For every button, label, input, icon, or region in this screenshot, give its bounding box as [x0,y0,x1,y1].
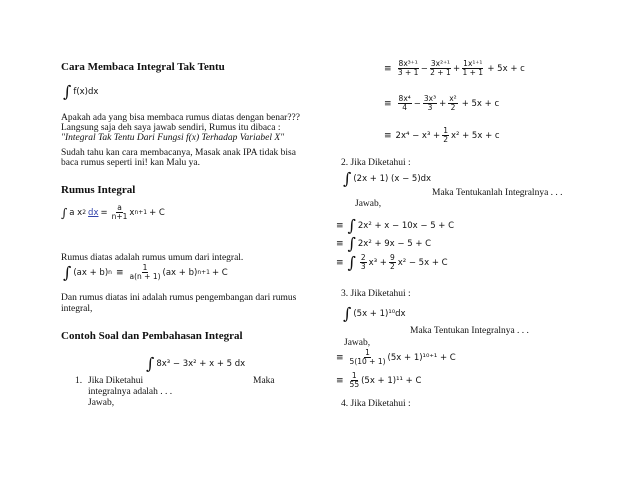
fraction-denominator: 4 [402,103,408,112]
paragraph-line: Jawab, [344,338,371,348]
solution-2-step-1 [336,218,454,234]
integral-sign-icon: ∫ [343,304,352,323]
formula-text: x³ + [368,257,387,268]
fraction-numerator: 8x⁴ [398,94,411,103]
minus-sign: − [413,98,421,109]
fraction-denominator: a(n + 1) [129,272,161,281]
fraction [389,254,396,271]
question-3-label: 3. Jika Diketahui : [341,289,411,299]
solution-1-step-1 [384,60,525,77]
fraction-numerator: 9 [389,253,395,262]
formula-soal-1 [146,356,245,372]
equiv-sign: ≡ [336,239,344,249]
plus-sign: + [453,63,461,74]
formula-text: (5x + 1)¹¹ + C [361,375,422,386]
formula-text: 2x² + 9x − 5 + C [357,239,432,249]
paragraph-line: Jawab, [88,398,115,408]
fraction [430,60,451,77]
formula-text: (ax + b) [73,267,109,278]
fraction [448,95,457,112]
fraction [112,204,128,221]
fraction [130,264,161,281]
formula-exponent: n [108,269,112,276]
formula-rumus-umum [61,204,165,221]
fraction [398,95,412,112]
paragraph-line: Apakah ada yang bisa membaca rumus diatas dengan benar??? [61,113,300,123]
formula-text: + 5x + c [487,63,525,74]
integral-sign-icon: ∫ [347,252,356,272]
paragraph-line: Dan rumus diatas ini adalah rumus pengembangan dari rumus [61,293,297,303]
question-2-label: 2. Jika Diketahui : [341,158,411,168]
paragraph-line: Rumus diatas adalah rumus umum dari integral. [61,253,244,263]
fraction-denominator: 2 + 1 [430,68,451,77]
fraction [360,254,367,271]
formula-rumus-pengembangan [63,264,228,281]
formula-constant: + C [149,207,165,218]
fraction-numerator: 3x³ [423,94,437,103]
formula-text: (5x + 1)¹⁰dx [353,309,406,319]
paragraph-line: integral, [61,304,93,314]
formula-text: x [129,207,135,218]
formula-constant: + C [211,267,228,278]
fraction [350,372,360,389]
section-title-cara-membaca: Cara Membaca Integral Tak Tentu [61,61,225,73]
integral-sign-icon: ∫ [63,262,72,282]
equiv-sign: ≡ [336,352,344,363]
paragraph-line: Maka [253,376,275,386]
list-number: 1. [75,376,83,386]
fraction-denominator: 55 [349,380,360,389]
fraction-numerator: 2 [360,253,366,262]
paragraph-line: Maka Tentukanlah Integralnya . . . [432,188,563,198]
integral-sign-icon: ∫ [347,234,356,253]
formula-text: 2x² + x − 10x − 5 + C [357,221,455,231]
integral-sign-icon: ∫ [63,82,72,101]
formula-exponent: n+1 [197,269,210,276]
section-title-contoh-soal: Contoh Soal dan Pembahasan Integral [61,330,243,342]
formula-text: (ax + b) [162,267,198,278]
paragraph-line: Jika Diketahui [88,376,144,386]
formula-exponent: 2 [82,209,87,216]
paragraph-line: integralnya adalah . . . [88,387,173,397]
paragraph-line: Maka Tentukan Integralnya . . . [410,326,529,336]
solution-1-step-2 [384,95,499,112]
formula-text: a x [69,207,83,218]
formula-text: x² + 5x + c [450,130,500,141]
fraction-denominator: 2 [450,103,456,112]
equals-sign: = [100,207,108,218]
fraction [398,60,419,77]
fraction-numerator: 1 [142,263,148,272]
equiv-sign: ≡ [384,130,392,141]
fraction [442,127,449,144]
equiv-sign: ≡ [115,267,124,278]
paragraph-line: "Integral Tak Tentu Dari Fungsi f(x) Terhadap Variabel X" [61,133,285,143]
formula-text: f(x)dx [73,87,99,97]
fraction-numerator: a [117,203,122,212]
fraction-denominator: 3 [427,103,433,112]
integral-sign-icon: ∫ [343,169,352,188]
fraction-numerator: 3x²⁺¹ [430,59,451,68]
equiv-sign: ≡ [336,221,344,231]
formula-soal-2 [343,171,431,187]
section-title-rumus-integral: Rumus Integral [61,184,136,196]
plus-sign: + [439,98,447,109]
fraction [462,60,483,77]
formula-integral-fx [63,84,98,100]
fraction-denominator: 3 + 1 [397,68,419,77]
fraction-denominator: 2 [443,135,448,144]
equiv-sign: ≡ [336,257,344,268]
fraction-numerator: 1x¹⁺¹ [463,59,483,68]
formula-text: x² − 5x + C [397,257,448,268]
equiv-sign: ≡ [336,375,344,386]
paragraph-line: Jawab, [355,199,382,209]
solution-1-step-3 [384,127,500,144]
paragraph-line: baca rumus seperti ini! kan Malu ya. [61,158,201,168]
formula-soal-3 [343,306,406,322]
fraction [350,349,386,366]
paragraph-line: Langsung saja deh saya jawab sendiri, Rumus itu dibaca : [61,123,281,133]
formula-text: 8x³ − 3x² + x + 5 dx [156,359,246,369]
minus-sign: − [420,63,428,74]
solution-2-step-2 [336,236,431,252]
fraction-denominator: n+1 [111,212,128,221]
formula-text: (5x + 1)¹⁰⁺¹ + C [387,352,456,363]
question-4-label: 4. Jika Diketahui : [341,399,411,409]
formula-text: (2x + 1) (x − 5)dx [353,174,432,184]
integral-sign-icon: ∫ [146,354,155,373]
integral-sign-icon: ∫ [347,216,356,235]
solution-3-step-1 [336,349,456,366]
formula-text: + 5x + c [461,98,500,109]
fraction-numerator: x² [449,94,457,103]
fraction-denominator: 3 [360,262,366,271]
equiv-sign: ≡ [384,63,392,74]
fraction-numerator: 1 [443,126,448,135]
solution-3-step-2 [336,372,421,389]
paragraph-line: Sudah tahu kan cara membacanya, Masak anak IPA tidak bisa [61,148,296,158]
integral-sign-icon: ∫ [61,205,68,220]
fraction-denominator: 2 [389,262,395,271]
equiv-sign: ≡ [384,98,392,109]
fraction-numerator: 1 [365,348,370,357]
fraction-denominator: 1 + 1 [462,68,484,77]
fraction [423,95,437,112]
solution-2-step-3 [336,254,448,271]
fraction-numerator: 8x³⁺¹ [398,59,418,68]
formula-text: 2x⁴ − x³ + [395,130,441,141]
formula-dx: dx [88,207,99,218]
fraction-denominator: 5(10 + 1) [349,357,386,366]
fraction-numerator: 1 [351,371,357,380]
formula-exponent: n+1 [134,209,148,216]
